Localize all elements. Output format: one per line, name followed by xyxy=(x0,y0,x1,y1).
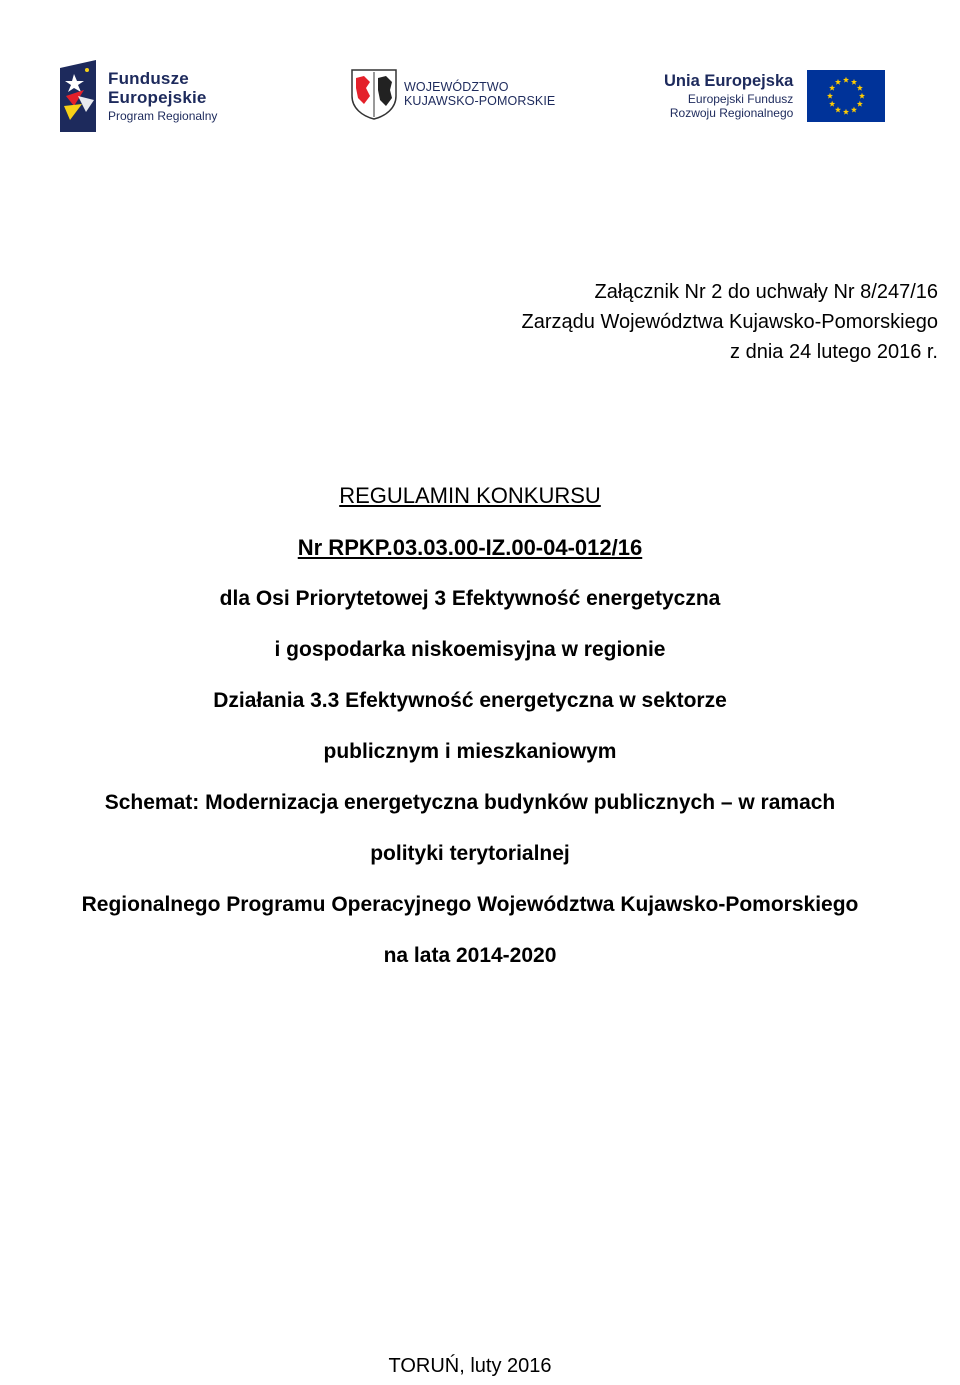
attachment-note xyxy=(522,277,938,367)
title-line-8: na lata 2014-2020 xyxy=(383,944,557,967)
title-line-5: Schemat: Modernizacja energetyczna budynków publicznych – w ramach xyxy=(104,791,836,814)
wojewodztwo-logo xyxy=(350,68,555,120)
fe-logo-line1: Fundusze xyxy=(108,69,189,88)
eu-flag-icon xyxy=(807,70,885,122)
attachment-line3: z dnia 24 lutego 2016 r. xyxy=(730,341,938,363)
fe-logo-line2: Europejskie xyxy=(108,88,207,107)
document-title-block xyxy=(0,478,940,989)
woj-logo-line2: KUJAWSKO-POMORSKIE xyxy=(404,94,556,108)
fe-logo-line3: Program Regionalny xyxy=(108,109,218,123)
fundusze-europejskie-emblem-icon xyxy=(60,60,96,132)
unia-europejska-logo xyxy=(664,70,885,122)
ue-logo-line2: Europejski Fundusz xyxy=(687,92,794,107)
competition-number: Nr RPKP.03.03.00-IZ.00-04-012/16 xyxy=(297,535,643,560)
woj-logo-line1: WOJEWÓDZTWO xyxy=(404,79,509,94)
attachment-line2: Zarządu Województwa Kujawsko-Pomorskiego xyxy=(521,311,938,333)
competition-number-row xyxy=(0,530,940,581)
fundusze-europejskie-logo xyxy=(60,60,217,132)
ue-logo-line3: Rozwoju Regionalnego xyxy=(669,105,794,120)
title-line-6: polityki terytorialnej xyxy=(370,842,570,865)
ue-logo-line1: Unia Europejska xyxy=(664,72,794,91)
title-line-1: dla Osi Priorytetowej 3 Efektywność energetyczna xyxy=(219,587,721,610)
attachment-line1: Załącznik Nr 2 do uchwały Nr 8/247/16 xyxy=(594,281,938,303)
title-line-4: publicznym i mieszkaniowym xyxy=(323,740,617,763)
place-date-footer: TORUŃ, luty 2016 xyxy=(388,1355,552,1377)
logo-bar xyxy=(0,58,960,138)
title-line-2: i gospodarka niskoemisyjna w regionie xyxy=(274,638,666,661)
title-line-3: Działania 3.3 Efektywność energetyczna w sektorze xyxy=(213,689,727,712)
document-heading: REGULAMIN KONKURSU xyxy=(339,483,601,508)
title-line-7: Regionalnego Programu Operacyjnego Województwa Kujawsko-Pomorskiego xyxy=(81,893,859,916)
coat-of-arms-icon xyxy=(350,68,398,120)
